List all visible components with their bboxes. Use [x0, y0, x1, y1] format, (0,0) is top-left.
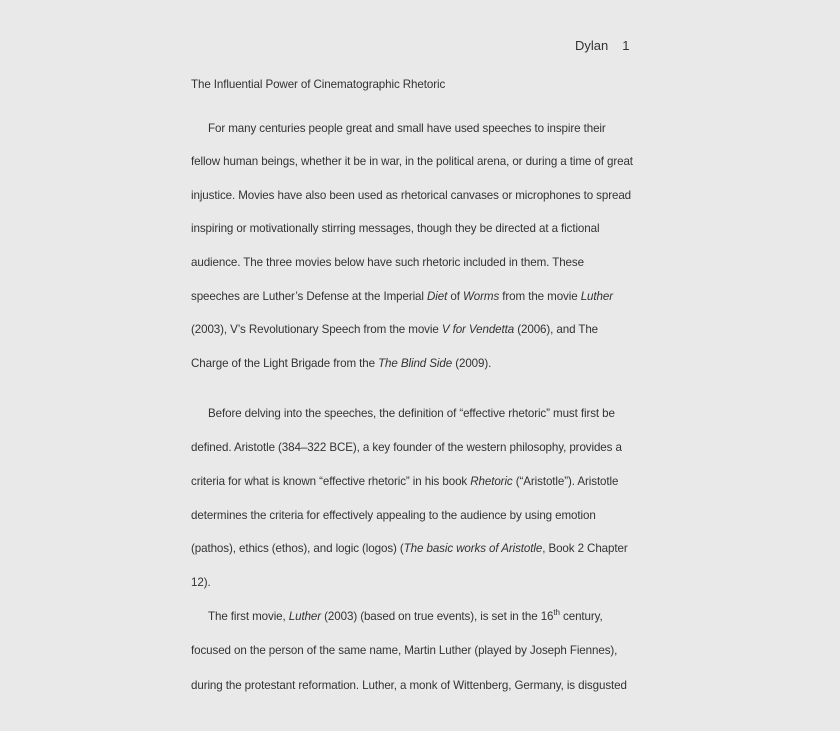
- paragraph-line: [191, 189, 631, 203]
- document-title: The Influential Power of Cinematographic Rhetoric: [191, 78, 446, 91]
- paragraph-line: [191, 155, 633, 169]
- text-run: defined. Aristotle (384–322 BCE), a key founder of the western philosophy, provides a: [191, 441, 622, 454]
- paragraph-line: [191, 576, 211, 590]
- text-run: criteria for what is known “effective rhetoric” in his book: [191, 475, 471, 488]
- italic-text: Luther: [288, 610, 322, 623]
- paragraph-line: [208, 610, 603, 624]
- page-header: [575, 38, 655, 53]
- paragraph-line: [191, 256, 584, 270]
- paragraph-line: [191, 441, 622, 455]
- italic-text: The basic works of Aristotle: [403, 542, 543, 555]
- paragraph-line: [191, 222, 599, 236]
- paragraph-line: [191, 290, 613, 304]
- text-run: determines the criteria for effectively appealing to the audience by using emotion: [191, 509, 596, 522]
- header-author: Dylan: [575, 38, 609, 53]
- text-run: of: [447, 290, 463, 303]
- text-run: audience. The three movies below have such rhetoric included in them. These: [191, 256, 584, 269]
- paragraph-line: [191, 509, 596, 523]
- text-run: (2006), and The: [514, 323, 599, 336]
- text-run: (2009).: [452, 357, 492, 370]
- text-run: focused on the person of the same name, Martin Luther (played by Joseph Fiennes),: [191, 644, 618, 657]
- italic-text: Diet: [427, 290, 448, 303]
- text-run: The first movie,: [208, 610, 289, 623]
- text-run: speeches are Luther’s Defense at the Imperial: [191, 290, 428, 303]
- italic-text: Worms: [462, 290, 500, 303]
- text-run: injustice. Movies have also been used as rhetorical canvases or microphones to spread: [191, 189, 632, 202]
- paragraph-line: [191, 679, 627, 693]
- text-run: from the movie: [499, 290, 581, 303]
- italic-text: The Blind Side: [378, 357, 453, 370]
- text-run: fellow human beings, whether it be in war, in the political arena, or during a time of great: [191, 155, 633, 168]
- italic-text: Luther: [580, 290, 613, 303]
- paragraph-line: [191, 323, 598, 337]
- text-run: century,: [559, 610, 603, 623]
- text-run: (pathos), ethics (ethos), and logic (logos) (: [191, 542, 404, 555]
- paragraph-line: [191, 644, 617, 658]
- text-run: For many centuries people great and small have used speeches to inspire their: [208, 122, 606, 135]
- paragraph-line: [191, 542, 628, 556]
- text-run: during the protestant reformation. Luther, a monk of Wittenberg, Germany, is disgusted: [191, 679, 627, 692]
- paragraph-line: [191, 475, 618, 489]
- italic-text: Rhetoric: [470, 475, 513, 488]
- superscript-text: th: [553, 608, 560, 617]
- text-run: (2003) (based on true events), is set in the 16: [321, 610, 554, 623]
- text-run: 12).: [191, 576, 211, 589]
- italic-text: V for Vendetta: [441, 323, 515, 336]
- text-run: inspiring or motivationally stirring messages, though they be directed at a fictional: [191, 222, 600, 235]
- header-page-number: 1: [622, 38, 630, 53]
- paragraph-line: [208, 122, 606, 136]
- paragraph-line: [208, 407, 615, 421]
- text-run: Charge of the Light Brigade from the: [191, 357, 379, 370]
- text-run: , Book 2 Chapter: [542, 542, 628, 555]
- text-run: (“Aristotle”). Aristotle: [512, 475, 619, 488]
- text-run: Before delving into the speeches, the definition of “effective rhetoric” must first be: [208, 407, 615, 420]
- paragraph-line: [191, 357, 491, 371]
- text-run: (2003), V’s Revolutionary Speech from the movie: [191, 323, 442, 336]
